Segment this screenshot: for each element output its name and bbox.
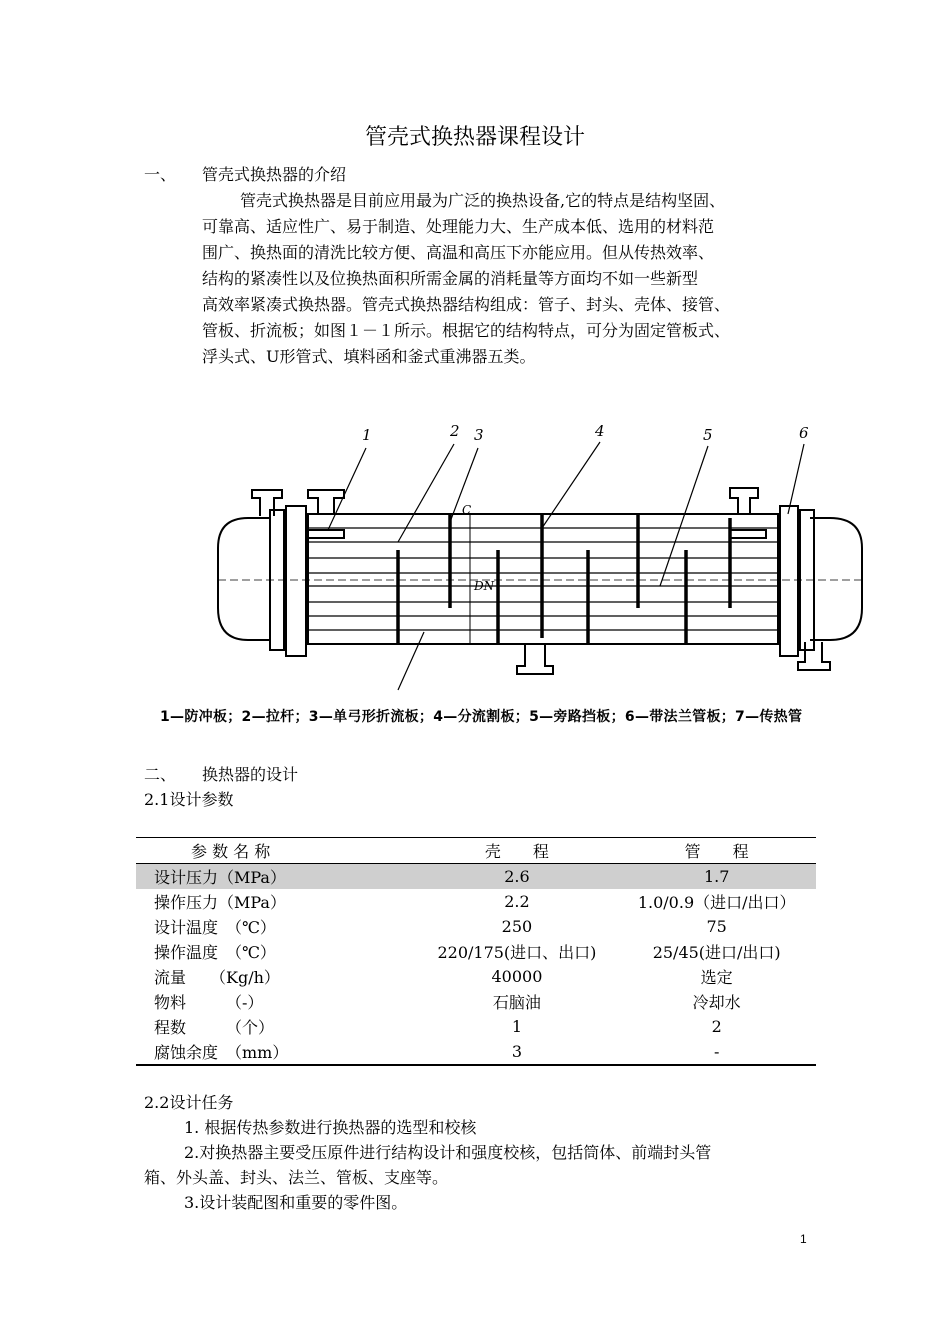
table-cell: 1.0/0.9（进口/出口）: [637, 893, 796, 912]
subsection-2-1: 2.1设计参数: [144, 790, 234, 809]
table-cell: 25/45(进口/出口): [652, 943, 781, 962]
section-1-heading: 管壳式换热器的介绍: [202, 165, 347, 184]
design-parameters-table: [136, 837, 816, 1066]
table-row: [136, 864, 816, 890]
table-row: [136, 939, 816, 964]
table-row: [136, 914, 816, 939]
subsection-2-2: 2.2设计任务: [144, 1093, 234, 1112]
figure-label: 5: [703, 426, 713, 444]
right-head: [810, 518, 862, 640]
table-cell: 腐蚀余度 （mm）: [154, 1043, 289, 1062]
table-cell: 1.7: [703, 867, 730, 886]
paragraph-line: 管板、折流板；如图１－１所示。根据它的结构特点，可分为固定管板式、: [202, 321, 731, 340]
paragraph-line: 结构的紧凑性以及位换热面积所需金属的消耗量等方面均不如一些新型: [202, 269, 699, 288]
figure-label: 6: [799, 424, 809, 442]
paragraph-line: 围广、换热面的清洗比较方便、高温和高压下亦能应用。但从传热效率、: [202, 243, 715, 262]
task-item: 1. 根据传热参数进行换热器的选型和校核: [184, 1118, 477, 1137]
table-row: [136, 989, 816, 1014]
table-cell: 2.6: [504, 867, 530, 886]
table-cell: 220/175(进口、出口): [437, 943, 597, 962]
table-cell: 程数 （个）: [154, 1018, 275, 1037]
heat-exchanger-diagram: [140, 418, 940, 730]
paragraph-line: 浮头式、U形管式、填料函和釜式重沸器五类。: [202, 347, 536, 366]
task-item: 箱、外头盖、封头、法兰、管板、支座等。: [144, 1168, 449, 1187]
table-header: 管 程: [684, 842, 749, 861]
task-item: 2.对换热器主要受压原件进行结构设计和强度校核，包括筒体、前端封头管: [184, 1143, 712, 1162]
page-number: 1: [800, 1232, 807, 1246]
task-item: 3.设计装配图和重要的零件图。: [184, 1193, 408, 1212]
paragraph-line: 管壳式换热器是目前应用最为广泛的换热设备,它的特点是结构坚固、: [240, 191, 726, 210]
nozzle: [252, 490, 282, 516]
nozzle: [730, 488, 758, 514]
table-cell: 2: [711, 1017, 722, 1036]
left-tubesheet: [286, 506, 306, 656]
table-cell: 操作温度 （℃）: [154, 943, 276, 962]
paragraph-line: 高效率紧凑式换热器。管壳式换热器结构组成：管子、封头、壳体、接管、: [202, 295, 731, 314]
table-cell: 2.2: [504, 892, 530, 911]
table-cell: 250: [501, 917, 533, 936]
table-cell: 设计压力（MPa）: [154, 868, 286, 887]
table-cell: 1: [511, 1017, 523, 1036]
figure-label: 3: [474, 426, 484, 444]
table-cell: 设计温度 （℃）: [154, 918, 276, 937]
baffles: [398, 514, 730, 644]
section-2-heading: 换热器的设计: [202, 765, 299, 784]
figure-caption: 1—防冲板；2—拉杆；3—单弓形折流板；4—分流割板；5—旁路挡板；6—带法兰管板；7—传热管: [160, 709, 803, 725]
figure-dim-label: DN: [474, 579, 495, 593]
table-header: 参 数 名 称: [191, 842, 271, 861]
figure-label: 4: [595, 422, 605, 440]
table-row: [136, 964, 816, 989]
table-row: [136, 1014, 816, 1039]
table-cell: 冷却水: [692, 993, 741, 1012]
paragraph-line: 可靠高、适应性广、易于制造、处理能力大、生产成本低、选用的材料范: [202, 217, 715, 236]
table-cell: 物料 （-）: [154, 993, 264, 1012]
table-row: [136, 889, 816, 914]
table-cell: 75: [706, 917, 727, 936]
page-title: 管壳式换热器课程设计: [364, 125, 585, 150]
section-1-number: 一、: [144, 165, 177, 184]
figure-dim-label: C: [462, 503, 472, 517]
table-row: [136, 1039, 816, 1065]
section-2-number: 二、: [144, 765, 177, 784]
nozzle: [517, 644, 553, 674]
impingement-plate: [308, 530, 344, 538]
left-head: [218, 518, 270, 640]
table-cell: -: [713, 1042, 720, 1061]
table-header-row: [136, 838, 816, 864]
table-cell: 3: [511, 1042, 523, 1061]
table-cell: 选定: [700, 968, 733, 987]
figure-label: 2: [450, 422, 460, 440]
figure-label: 1: [362, 426, 372, 444]
nozzle: [308, 490, 344, 514]
section-1-paragraph: [202, 188, 812, 370]
table-header: 壳 程: [484, 842, 549, 861]
table-cell: 40000: [491, 967, 543, 986]
right-tubesheet: [780, 506, 798, 656]
table-cell: 流量 （Kg/h）: [154, 968, 280, 987]
table-cell: 石脑油: [492, 993, 541, 1012]
table-cell: 操作压力（MPa）: [154, 893, 286, 912]
